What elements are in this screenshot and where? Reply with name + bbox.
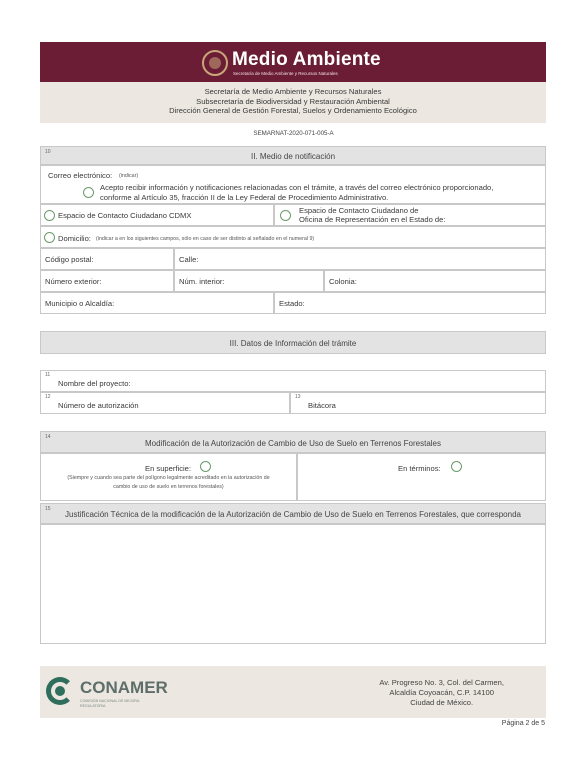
state-radio[interactable] (280, 210, 291, 221)
field-number: 11 (45, 372, 51, 378)
field-number: 13 (295, 394, 301, 400)
terms-option (297, 453, 546, 501)
postal-code-label: Código postal: (45, 255, 94, 264)
mexico-seal-icon (202, 50, 228, 76)
header-banner (40, 42, 546, 82)
address (379, 678, 504, 708)
section-3-header (40, 331, 546, 354)
street-label: Calle: (179, 255, 199, 264)
address-line-1: Av. Progreso No. 3, Col. del Carmen, (379, 678, 504, 687)
email-hint: (indicar) (119, 173, 139, 179)
surface-note-1: (Siempre y cuando sea parte del polígono legalmente acreditado en la autorización de (67, 475, 270, 481)
conamer-logo-icon (46, 677, 74, 705)
agency-line-2: Subsecretaría de Biodiversidad y Restauración Ambiental (196, 96, 390, 106)
terms-label: En términos: (398, 464, 441, 473)
field-number: 10 (45, 149, 51, 155)
authorization-number-label: Número de autorización (58, 401, 139, 410)
exterior-number-label: Número exterior: (45, 277, 102, 286)
cdmx-label: Espacio de Contacto Ciudadano CDMX (58, 211, 192, 220)
municipality-label: Municipio o Alcaldía: (45, 299, 115, 308)
section-2-header (40, 146, 546, 165)
justification-textarea[interactable] (40, 524, 546, 644)
project-name-label: Nombre del proyecto: (58, 379, 131, 388)
interior-number-label: Núm. interior: (179, 277, 225, 286)
justification-title: Justificación Técnica de la modificación de la Autorización de Cambio de Uso de Suelo en Terrenos Forestales, que corresponda (65, 510, 521, 519)
municipality-field[interactable] (40, 292, 274, 314)
brand-title: Medio Ambiente (232, 49, 381, 70)
form-reference: SEMARNAT-2020-071-005-A (253, 130, 334, 137)
exterior-number-field[interactable] (40, 270, 174, 292)
footer (40, 666, 546, 718)
state-option (274, 204, 546, 226)
cdmx-radio[interactable] (44, 210, 55, 221)
state-label-1: Espacio de Contacto Ciudadano de (299, 206, 419, 215)
surface-radio[interactable] (200, 461, 211, 472)
street-field[interactable] (174, 248, 546, 270)
page-number: Página 2 de 5 (501, 720, 545, 727)
surface-option (40, 453, 297, 501)
address-line-2: Alcaldía Coyoacán, C.P. 14100 (389, 688, 494, 697)
conamer-name: CONAMER (80, 678, 168, 697)
field-number: 12 (45, 394, 51, 400)
section-2-title: II. Medio de notificación (250, 152, 336, 161)
colonia-label: Colonia: (329, 277, 357, 286)
modification-title: Modificación de la Autorización de Cambio de Uso de Suelo en Terrenos Forestales (144, 439, 442, 448)
terms-radio[interactable] (451, 461, 462, 472)
brand-subtitle: Secretaría de Medio Ambiente y Recursos Naturales (233, 71, 338, 76)
bitacora-field[interactable] (290, 392, 546, 414)
accept-text-1: Acepto recibir información y notificaciones relacionadas con el trámite, a través del correo electrónico proporcionado, (100, 183, 494, 192)
address-line-3: Ciudad de México. (410, 698, 474, 707)
email-block (40, 165, 546, 204)
agency-header (40, 82, 546, 123)
state-field-label: Estado: (279, 299, 305, 308)
conamer-subtitle: COMISIÓN NACIONAL DE MEJORA REGULATORIA (80, 699, 140, 708)
justification-header (40, 503, 546, 524)
accept-email-radio[interactable] (83, 187, 94, 198)
postal-code-field[interactable] (40, 248, 174, 270)
field-number: 14 (45, 434, 51, 440)
modification-header (40, 431, 546, 453)
accept-text-2: conforme al Artículo 35, fracción II de la Ley Federal de Procedimiento Administrativo. (100, 193, 389, 202)
surface-label: En superficie: (145, 464, 192, 473)
agency-line-1: Secretaría de Medio Ambiente y Recursos Naturales (204, 87, 382, 96)
section-3-title: III. Datos de Información del trámite (229, 339, 357, 348)
domicilio-hint: (indicar a en los siguientes campos, sólo en caso de ser distinto al señalado en el numeral 9) (96, 236, 315, 242)
state-field[interactable] (274, 292, 546, 314)
interior-number-field[interactable] (174, 270, 324, 292)
domicilio-label: Domicilio: (58, 234, 91, 243)
domicilio-radio[interactable] (44, 232, 55, 243)
authorization-number-field[interactable] (40, 392, 290, 414)
domicilio-row (40, 226, 546, 248)
field-number: 15 (45, 506, 51, 512)
state-label-2: Oficina de Representación en el Estado de: (299, 215, 446, 224)
agency-line-3: Dirección General de Gestión Forestal, Suelos y Ordenamiento Ecológico (169, 106, 417, 116)
bitacora-label: Bitácora (308, 401, 336, 410)
surface-note-2: cambio de uso de suelo en terrenos forestales) (113, 484, 224, 490)
project-name-field[interactable] (40, 370, 546, 392)
cdmx-option (40, 204, 274, 226)
email-label: Correo electrónico: (48, 171, 113, 180)
colonia-field[interactable] (324, 270, 546, 292)
